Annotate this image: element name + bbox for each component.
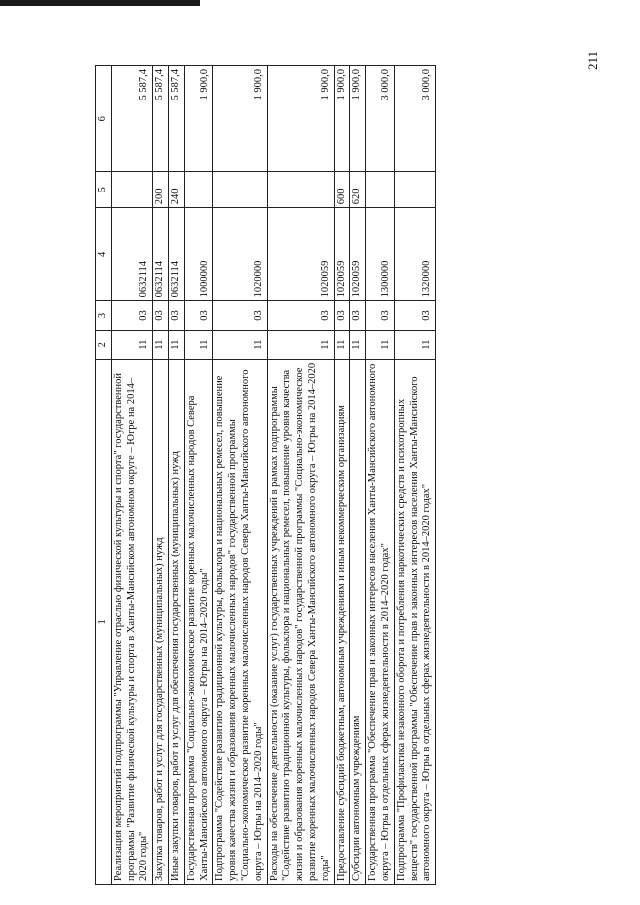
row-amount: 5 587,4: [168, 66, 184, 172]
row-target-code: 0632114: [153, 208, 169, 301]
row-amount: 1 900,0: [213, 66, 267, 172]
rotated-page-content: [95, 65, 436, 885]
row-amount: 1 900,0: [334, 66, 350, 172]
row-amount: 3 000,0: [394, 66, 435, 172]
row-name: Подпрограмма "Профилактика незаконного оборота и потребления наркотических средств и психотропных веществ" государственной программы "Обеспечение прав и законных интересов населения Ханты-Мансийского автономного округа – Югры в отдельных сферах жизнедеятельности в 2014–2020 годах": [394, 359, 435, 884]
row-amount: 1 900,0: [267, 66, 334, 172]
table-row: [334, 66, 350, 885]
row-target-code: 0632114: [111, 208, 152, 301]
row-expense-type: 600: [334, 172, 350, 208]
table-row: [394, 66, 435, 885]
table-row: [350, 66, 366, 885]
budget-table: [95, 65, 436, 885]
table-row: [267, 66, 334, 885]
table-row: [168, 66, 184, 885]
header-row: [96, 66, 112, 885]
row-name: Реализация мероприятий подпрограммы "Управление отраслью физической культуры и спорта" государственной программы "Развитие физической культуры и спорта в Ханты-Мансийском автономном округе – Югре на 2014–2020 годы": [111, 359, 152, 884]
row-subsection: 03: [394, 301, 435, 330]
row-subsection: 03: [184, 301, 213, 330]
header-cell-1: 1: [96, 359, 112, 884]
row-section: 11: [366, 330, 395, 359]
row-target-code: 1020059: [350, 208, 366, 301]
row-section: 11: [168, 330, 184, 359]
row-subsection: 03: [267, 301, 334, 330]
row-target-code: 1020059: [334, 208, 350, 301]
table-row: [213, 66, 267, 885]
row-amount: 5 587,4: [111, 66, 152, 172]
row-section: 11: [153, 330, 169, 359]
row-target-code: 0632114: [168, 208, 184, 301]
header-cell-5: 5: [96, 172, 112, 208]
row-target-code: 1000000: [184, 208, 213, 301]
row-subsection: 03: [153, 301, 169, 330]
row-expense-type: [267, 172, 334, 208]
row-name: Расходы на обеспечение деятельности (оказание услуг) государственных учреждений в рамках подпрограммы "Содействие развитию традиционной культуры, фольклора и национальных ремесел, повышение уровня качества жизни и образования коренных малочисленных народов" государственной программы "Социально-экономическое развитие коренных малочисленных народов Севера Ханты-Мансийского автономного округа – Югры на 2014–2020 годы": [267, 359, 334, 884]
row-name: Закупка товаров, работ и услуг для государственных (муниципальных) нужд: [153, 359, 169, 884]
row-subsection: 03: [111, 301, 152, 330]
row-subsection: 03: [213, 301, 267, 330]
row-subsection: 03: [350, 301, 366, 330]
header-cell-3: 3: [96, 301, 112, 330]
row-amount: 1 900,0: [184, 66, 213, 172]
row-subsection: 03: [168, 301, 184, 330]
table-row: [366, 66, 395, 885]
row-section: 11: [394, 330, 435, 359]
row-expense-type: 240: [168, 172, 184, 208]
row-name: Иные закупки товаров, работ и услуг для обеспечения государственных (муниципальных) нужд: [168, 359, 184, 884]
row-name: Субсидии автономным учреждениям: [350, 359, 366, 884]
row-target-code: 1020000: [213, 208, 267, 301]
row-amount: 5 587,4: [153, 66, 169, 172]
header-cell-6: 6: [96, 66, 112, 172]
page-number: 211: [585, 50, 600, 70]
row-expense-type: 620: [350, 172, 366, 208]
row-section: 11: [267, 330, 334, 359]
row-expense-type: 200: [153, 172, 169, 208]
table-row: [153, 66, 169, 885]
row-expense-type: [394, 172, 435, 208]
row-expense-type: [366, 172, 395, 208]
row-expense-type: [213, 172, 267, 208]
row-name: Предоставление субсидий бюджетным, автономным учреждениям и иным некоммерческим организациям: [334, 359, 350, 884]
row-amount: 3 000,0: [366, 66, 395, 172]
scan-edge-mark: [0, 0, 200, 6]
row-name: Государственная программа "Социально-экономическое развитие коренных малочисленных народов Севера Ханты-Мансийского автономного округа – Югры на 2014–2020 годы": [184, 359, 213, 884]
row-section: 11: [213, 330, 267, 359]
header-cell-4: 4: [96, 208, 112, 301]
row-target-code: 1300000: [366, 208, 395, 301]
row-target-code: 1020059: [267, 208, 334, 301]
row-section: 11: [334, 330, 350, 359]
row-target-code: 1320000: [394, 208, 435, 301]
row-amount: 1 900,0: [350, 66, 366, 172]
row-section: 11: [350, 330, 366, 359]
header-cell-2: 2: [96, 330, 112, 359]
row-subsection: 03: [366, 301, 395, 330]
row-expense-type: [111, 172, 152, 208]
row-section: 11: [111, 330, 152, 359]
row-name: Государственная программа "Обеспечение прав и законных интересов населения Ханты-Мансийского автономного округа – Югры в отдельных сферах жизнедеятельности в 2014–2020 годах": [366, 359, 395, 884]
row-section: 11: [184, 330, 213, 359]
table-row: [184, 66, 213, 885]
table-row: [111, 66, 152, 885]
row-subsection: 03: [334, 301, 350, 330]
row-expense-type: [184, 172, 213, 208]
row-name: Подпрограмма "Содействие развитию традиционной культуры, фольклора и национальных ремесел, повышение уровня качества жизни и образования коренных малочисленных народов" государственной программы "Социально-экономическое развитие коренных малочисленных народов Севера Ханты-Мансийского автономного округа – Югры на 2014–2020 годы": [213, 359, 267, 884]
